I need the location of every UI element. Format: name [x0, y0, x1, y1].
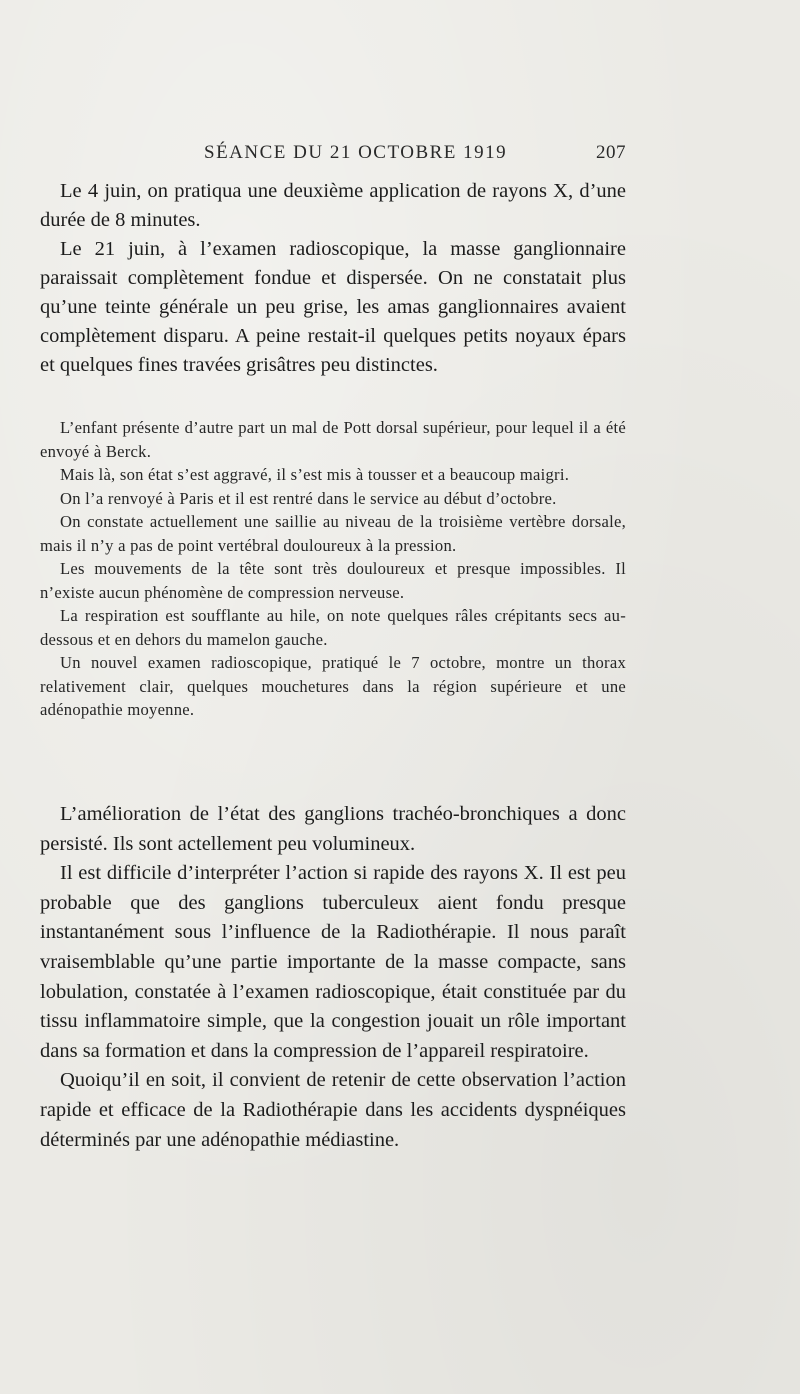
note-paragraph: La respiration est soufflante au hile, on note quelques râles crépitants secs au-dessous et en dehors du mamelon gauche.: [40, 606, 626, 649]
note-paragraph: Mais là, son état s’est aggravé, il s’est mis à tousser et a beaucoup maigri.: [60, 465, 570, 484]
note-paragraph: On constate actuellement une saillie au niveau de la troisième vertèbre dorsale, mais il n’y a pas de point vertébral douloureux à la pression.: [40, 512, 626, 555]
paragraph-21-juin: Le 21 juin, à l’examen radioscopique, la masse ganglionnaire paraissait complètement fondue et dispersée. On ne constatait plus qu’une teinte générale un peu grise, les amas ganglionnaires avaient complètement disparu. A peine restait-il quelques petits noyaux épars et quelques fines travées grisâtres peu distinctes.: [40, 238, 626, 376]
note-paragraph: On l’a renvoyé à Paris et il est rentré dans le service au début d’octobre.: [60, 488, 557, 508]
discussion-block: [40, 800, 626, 1155]
note-paragraph: L’enfant présente d’autre part un mal de Pott dorsal supérieur, pour lequel il a été envoyé à Berck.: [40, 418, 626, 461]
discussion-paragraph: Quoiqu’il en soit, il convient de retenir de cette observation l’action rapide et efficace de la Radiothérapie dans les accidents dyspnéiques déterminés par une adénopathie médiastine.: [40, 1069, 626, 1151]
running-title: SÉANCE DU 21 OCTOBRE 1919: [204, 142, 508, 163]
note-paragraph: Un nouvel examen radioscopique, pratiqué le 7 octobre, montre un thorax relativement clair, quelques mouchetures dans la région supérieure et une adénopathie moyenne.: [40, 653, 626, 719]
paragraph-4-juin: Le 4 juin, on pratiqua une deuxième application de rayons X, d’une durée de 8 minutes.: [40, 180, 626, 231]
page-number: 207: [596, 142, 626, 163]
note-paragraph: Les mouvements de la tête sont très douloureux et presque impossibles. Il n’existe aucun phénomène de compression nerveuse.: [40, 559, 626, 602]
discussion-paragraph: Il est difficile d’interpréter l’action si rapide des rayons X. Il est peu probable que des ganglions tuberculeux aient fondu presque instantanément sous l’influence de la Radiothérapie. Il nous paraît vraisemblable qu’une partie importante de la masse compacte, sans lobulation, constatée à l’examen radioscopique, était constituée par du tissu inflammatoire simple, que la congestion jouait un rôle important dans sa formation et dans la compression de l’appareil respiratoire.: [40, 862, 626, 1062]
discussion-paragraph: L’amélioration de l’état des ganglions trachéo-bronchiques a donc persisté. Ils sont actellement peu volumineux.: [40, 803, 626, 855]
running-header: [204, 142, 626, 168]
clinical-note-block: [40, 416, 626, 722]
case-narrative-top: [40, 177, 626, 380]
